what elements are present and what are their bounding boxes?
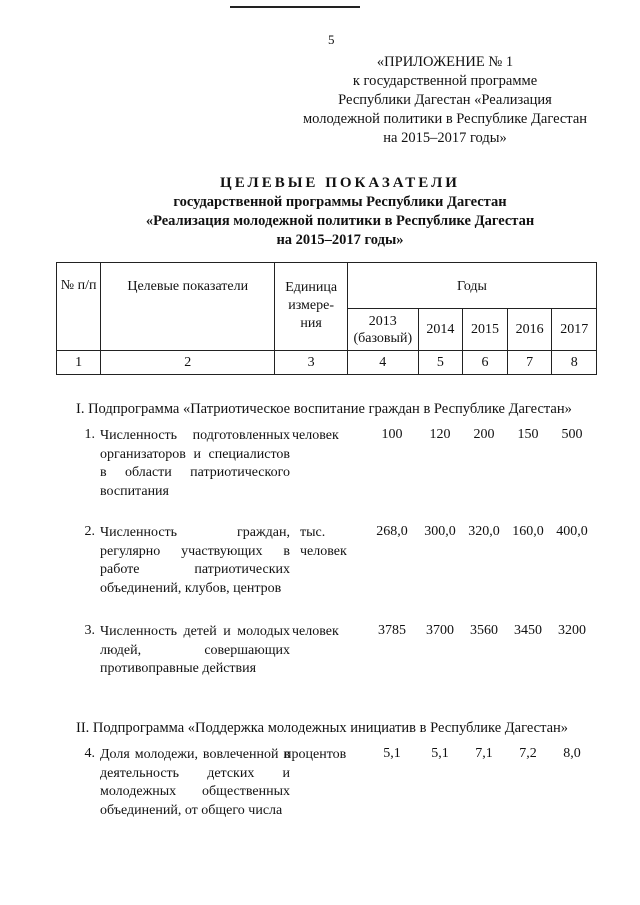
- row-unit: процентов: [284, 747, 347, 762]
- appendix-line-5: на 2015–2017 годы»: [383, 130, 507, 146]
- row-unit: человек: [292, 428, 339, 443]
- col-number-3: 3: [275, 351, 348, 375]
- header-indicators: Целевые показатели: [101, 263, 275, 351]
- col-number-1: 1: [57, 351, 101, 375]
- heading-line-4: на 2015–2017 годы»: [276, 232, 404, 248]
- appendix-note: [270, 53, 620, 148]
- row-value-2014: 3700: [426, 623, 454, 638]
- row-value-2017: 500: [561, 427, 583, 442]
- section-title-2: II. Подпрограмма «Поддержка молодежных инициатив в Республике Дагестан»: [76, 720, 569, 736]
- row-value-2013: 5,1: [383, 746, 401, 761]
- row-value-2014: 120: [429, 427, 451, 442]
- appendix-line-1: «ПРИЛОЖЕНИЕ № 1: [376, 54, 514, 70]
- header-year-2014: 2014: [418, 309, 463, 351]
- row-unit: тыс. человек: [300, 525, 347, 559]
- row-number: 3.: [84, 623, 95, 638]
- heading-line-2: государственной программы Республики Дагестан: [173, 194, 507, 210]
- row-indicator: Доля молодежи, вовлеченной в деятельность детских и молодежных общественных объединений, от общего числа: [100, 747, 290, 818]
- appendix-line-4: молодежной политики в Республике Дагестан: [302, 111, 588, 127]
- header-year-2013: 2013 (базовый): [347, 309, 418, 351]
- appendix-line-3: Республики Дагестан «Реализация: [338, 92, 552, 108]
- col-number-2: 2: [101, 351, 275, 375]
- row-value-2017: 3200: [558, 623, 586, 638]
- col-number-8: 8: [552, 351, 597, 375]
- row-value-2015: 200: [473, 427, 495, 442]
- row-value-2013: 100: [381, 427, 403, 442]
- row-value-2016: 7,2: [519, 746, 537, 761]
- row-number: 4.: [84, 746, 95, 761]
- row-value-2017: 400,0: [556, 524, 588, 539]
- row-value-2014: 300,0: [424, 524, 456, 539]
- row-value-2015: 7,1: [475, 746, 493, 761]
- appendix-line-2: к государственной программе: [352, 73, 538, 89]
- header-years: Годы: [347, 263, 596, 309]
- row-value-2016: 160,0: [512, 524, 544, 539]
- row-value-2015: 320,0: [468, 524, 500, 539]
- header-unit: Единица измере-ния: [275, 263, 348, 351]
- row-unit: человек: [292, 624, 339, 639]
- row-value-2016: 3450: [514, 623, 542, 638]
- heading-title: ЦЕЛЕВЫЕ ПОКАЗАТЕЛИ: [220, 175, 460, 191]
- header-num: № п/п: [57, 263, 101, 351]
- row-indicator: Численность детей и молодых людей, совершающих противоправные действия: [100, 624, 290, 676]
- row-value-2013: 268,0: [376, 524, 408, 539]
- row-value-2017: 8,0: [563, 746, 581, 761]
- row-number: 2.: [84, 524, 95, 539]
- row-value-2013: 3785: [378, 623, 406, 638]
- indicators-table-header: [56, 262, 597, 375]
- top-scan-line: [230, 6, 360, 8]
- row-value-2015: 3560: [470, 623, 498, 638]
- page-number: 5: [328, 32, 335, 47]
- row-number: 1.: [84, 427, 95, 442]
- header-year-2016: 2016: [507, 309, 552, 351]
- row-indicator: Численность граждан, регулярно участвующих в работе патриотических объединений, клубов, центров: [100, 525, 290, 596]
- header-year-2015: 2015: [463, 309, 508, 351]
- col-number-7: 7: [507, 351, 552, 375]
- document-heading: [40, 174, 640, 250]
- col-number-6: 6: [463, 351, 508, 375]
- row-indicator: Численность подготовленных организаторов и специалистов в области патриотического воспитания: [100, 428, 290, 499]
- col-number-4: 4: [347, 351, 418, 375]
- row-value-2016: 150: [517, 427, 539, 442]
- col-number-5: 5: [418, 351, 463, 375]
- row-value-2014: 5,1: [431, 746, 449, 761]
- section-title-1: I. Подпрограмма «Патриотическое воспитание граждан в Республике Дагестан»: [76, 401, 572, 417]
- heading-line-3: «Реализация молодежной политики в Республике Дагестан: [145, 213, 535, 229]
- header-year-2017: 2017: [552, 309, 597, 351]
